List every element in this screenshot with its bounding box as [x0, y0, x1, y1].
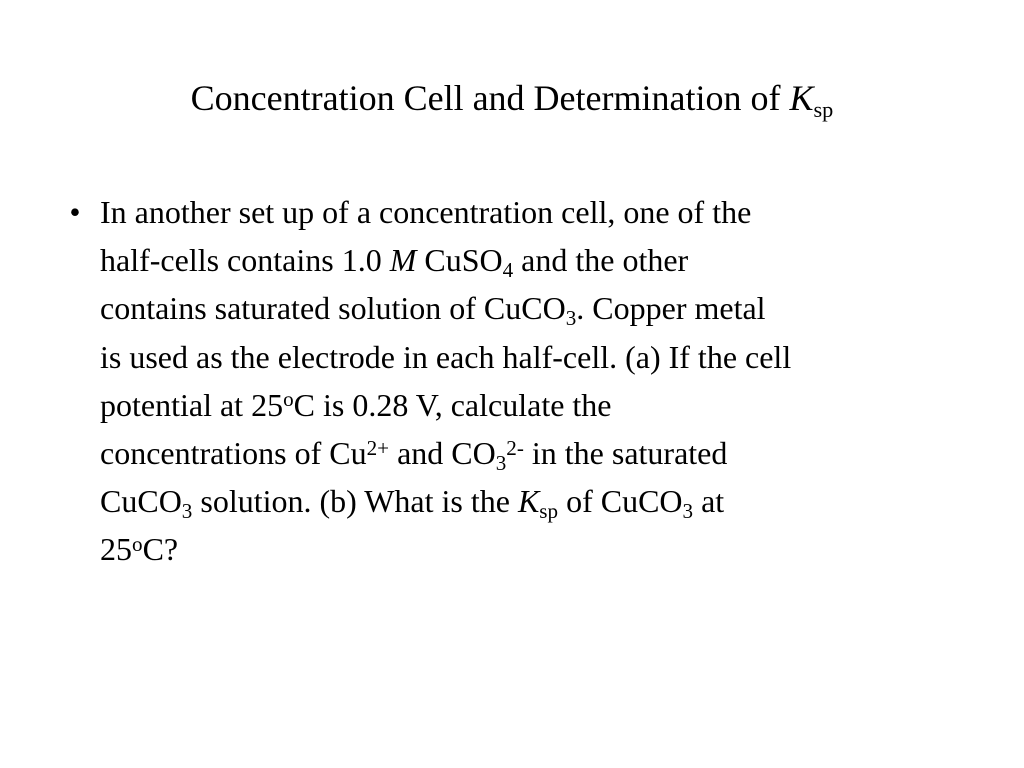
- text-run: CuCO: [100, 483, 182, 520]
- text-run: . Copper metal: [576, 290, 766, 327]
- text-run: C?: [142, 531, 179, 568]
- text-run: and CO: [389, 435, 496, 472]
- subscript: 3: [565, 306, 577, 331]
- bullet-item: [60, 188, 980, 574]
- text-run: C is 0.28 V, calculate the: [293, 386, 612, 423]
- text-line: [100, 381, 980, 429]
- subscript: 3: [181, 499, 193, 524]
- text-line: [100, 188, 980, 236]
- superscript: o: [132, 531, 143, 556]
- bullet-point-icon: •: [69, 194, 81, 230]
- text-line: [100, 236, 980, 284]
- text-line: [100, 477, 980, 525]
- text-run: 25: [100, 531, 132, 568]
- superscript: 2-: [506, 435, 524, 460]
- superscript: 2+: [366, 435, 390, 460]
- subscript: sp: [539, 499, 559, 524]
- ksp-subscript: sp: [813, 96, 834, 122]
- text-run: in the saturated: [523, 435, 728, 472]
- text-run: In another set up of a concentration cell, one of the: [100, 194, 752, 230]
- italic-text: K: [517, 483, 540, 520]
- text-line: [100, 333, 980, 381]
- text-line: [100, 284, 980, 332]
- text-run: of CuCO: [558, 483, 683, 520]
- text-run: half-cells contains 1.0: [100, 242, 390, 279]
- text-run: CuSO: [416, 242, 503, 279]
- text-run: potential at 25: [100, 386, 284, 423]
- ksp-symbol: K: [789, 78, 814, 118]
- slide-title-text: Concentration Cell and Determination of: [190, 78, 790, 118]
- text-line: [100, 525, 980, 573]
- text-run: and the other: [513, 242, 689, 279]
- text-run: contains saturated solution of CuCO: [100, 290, 566, 327]
- bullet-text: [100, 188, 980, 574]
- slide-body: [60, 188, 980, 574]
- slide-title: [0, 74, 1024, 122]
- text-run: concentrations of Cu: [100, 435, 367, 472]
- text-line: [100, 429, 980, 477]
- text-run: solution. (b) What is the: [192, 483, 518, 520]
- text-run: at: [693, 483, 725, 520]
- italic-text: M: [389, 242, 417, 279]
- subscript: 4: [502, 258, 514, 283]
- text-run: is used as the electrode in each half-cell. (a) If the cell: [100, 338, 792, 375]
- superscript: o: [283, 387, 294, 412]
- subscript: 3: [495, 450, 507, 475]
- subscript: 3: [682, 499, 694, 524]
